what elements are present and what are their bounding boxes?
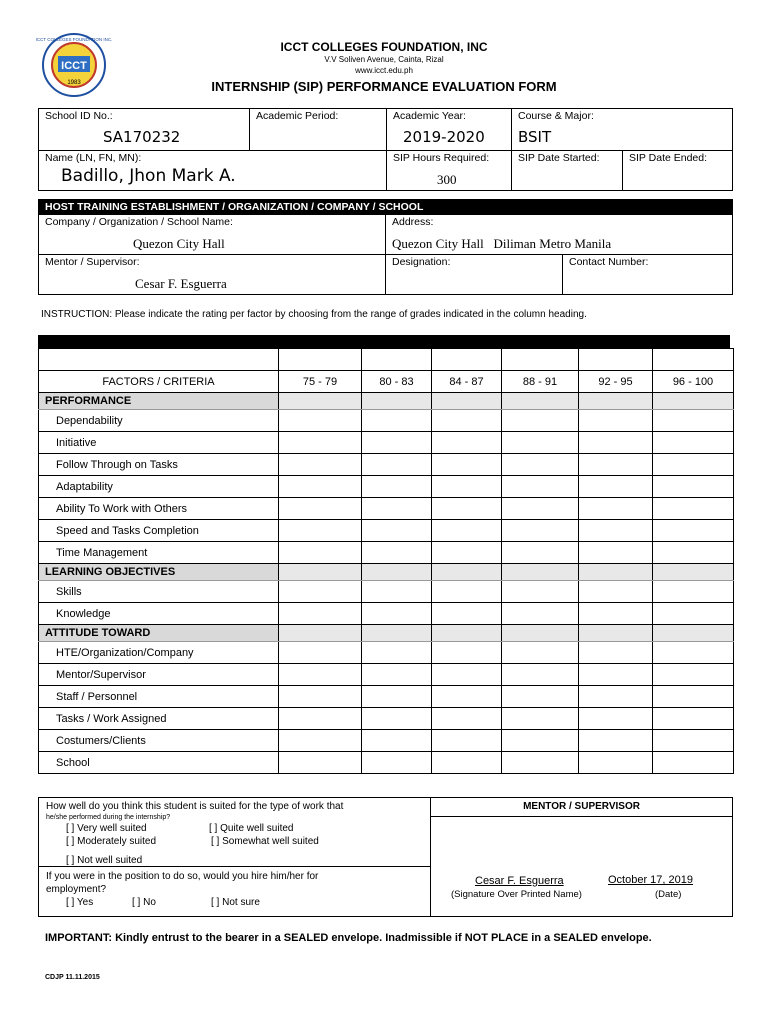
criteria-row <box>39 520 734 542</box>
institution-address: V.V Soliven Avenue, Cainta, Rizal <box>324 55 444 64</box>
criteria-label: School <box>39 752 279 774</box>
criteria-row <box>39 410 734 432</box>
criteria-row <box>39 642 734 664</box>
rating-cell[interactable] <box>362 642 432 664</box>
rating-cell[interactable] <box>362 581 432 603</box>
section-blank-cell <box>653 625 734 642</box>
criteria-row <box>39 542 734 564</box>
rating-cell[interactable] <box>362 752 432 774</box>
academic-year-cell: Academic Year: 2019-2020 <box>387 109 512 151</box>
rating-cell[interactable] <box>579 581 653 603</box>
option-somewhat-well-suited[interactable]: [ ] Somewhat well suited <box>211 836 319 847</box>
rating-cell[interactable] <box>279 603 362 625</box>
rating-cell[interactable] <box>279 730 362 752</box>
rating-cell[interactable] <box>279 581 362 603</box>
rating-cell[interactable] <box>279 432 362 454</box>
rating-cell[interactable] <box>362 603 432 625</box>
rating-cell[interactable] <box>653 542 734 564</box>
criteria-label: Follow Through on Tasks <box>39 454 279 476</box>
rating-cell[interactable] <box>432 454 502 476</box>
rating-cell[interactable] <box>362 730 432 752</box>
sip-date-ended-cell: SIP Date Ended: <box>623 151 733 191</box>
student-info-table <box>38 108 733 191</box>
option-very-well-suited[interactable]: [ ] Very well suited <box>66 823 147 834</box>
criteria-label: Dependability <box>39 410 279 432</box>
criteria-label: Mentor/Supervisor <box>39 664 279 686</box>
svg-text:ICCT: ICCT <box>61 60 87 72</box>
mentor-signature-name: Cesar F. Esguerra <box>475 875 564 887</box>
host-address-cell: Address: Quezon City Hall Diliman Metro Manila <box>386 215 733 255</box>
criteria-row <box>39 432 734 454</box>
criteria-header: FACTORS / CRITERIA <box>39 371 279 393</box>
section-blank-cell <box>579 625 653 642</box>
rating-cell[interactable] <box>502 432 579 454</box>
criteria-row <box>39 686 734 708</box>
section-blank-cell <box>432 625 502 642</box>
rating-cell[interactable] <box>502 708 579 730</box>
criteria-row <box>39 498 734 520</box>
section-blank-cell <box>502 625 579 642</box>
svg-text:ICCT COLLEGES FOUNDATION INC.: ICCT COLLEGES FOUNDATION INC. <box>36 37 112 42</box>
rating-cell[interactable] <box>432 520 502 542</box>
rating-cell[interactable] <box>432 730 502 752</box>
grid-cell <box>432 349 502 371</box>
rating-cell[interactable] <box>279 410 362 432</box>
suitability-box <box>38 797 431 867</box>
criteria-row <box>39 581 734 603</box>
criteria-label: HTE/Organization/Company <box>39 642 279 664</box>
section-blank-cell <box>362 625 432 642</box>
academic-year-value[interactable]: 2019-2020 <box>403 128 485 146</box>
section-title: PERFORMANCE <box>39 393 279 410</box>
rating-grid <box>38 348 734 774</box>
sip-hours-value[interactable]: 300 <box>437 172 457 187</box>
criteria-row <box>39 752 734 774</box>
rating-cell[interactable] <box>579 476 653 498</box>
rating-cell[interactable] <box>279 664 362 686</box>
mentor-signature-box <box>431 797 733 917</box>
company-cell: Company / Organization / School Name: Quezon City Hall <box>39 215 386 255</box>
rating-cell[interactable] <box>432 581 502 603</box>
section-row <box>39 625 734 642</box>
grid-cell <box>653 349 734 371</box>
rating-cell[interactable] <box>579 664 653 686</box>
mentor-signature-date: October 17, 2019 <box>608 874 694 886</box>
rating-cell[interactable] <box>279 752 362 774</box>
grid-blank-row <box>39 349 734 371</box>
date-label: (Date) <box>655 889 682 900</box>
section-title: ATTITUDE TOWARD <box>39 625 279 642</box>
grid-cell <box>279 349 362 371</box>
designation-cell: Designation: <box>386 255 563 295</box>
course-cell: Course & Major: BSIT <box>512 109 733 151</box>
criteria-label: Ability To Work with Others <box>39 498 279 520</box>
section-blank-cell <box>279 393 362 410</box>
range-header: 96 - 100 <box>653 371 734 393</box>
school-id-value[interactable]: SA170232 <box>103 128 181 146</box>
section-blank-cell <box>362 564 432 581</box>
rating-cell[interactable] <box>362 454 432 476</box>
section-blank-cell <box>502 393 579 410</box>
rating-cell[interactable] <box>279 476 362 498</box>
rating-cell[interactable] <box>653 642 734 664</box>
section-title: LEARNING OBJECTIVES <box>39 564 279 581</box>
rating-cell[interactable] <box>579 730 653 752</box>
criteria-label: Speed and Tasks Completion <box>39 520 279 542</box>
rating-cell[interactable] <box>362 476 432 498</box>
grid-cell <box>502 349 579 371</box>
range-header: 75 - 79 <box>279 371 362 393</box>
signature-label: (Signature Over Printed Name) <box>451 889 582 900</box>
important-note: IMPORTANT: Kindly entrust to the bearer in a SEALED envelope. Inadmissible if NOT PLACE in a SEALED envelope. <box>45 932 652 944</box>
rating-cell[interactable] <box>579 432 653 454</box>
criteria-label: Costumers/Clients <box>39 730 279 752</box>
rating-cell[interactable] <box>279 542 362 564</box>
host-address-value[interactable]: Quezon City Hall Diliman Metro Manila <box>392 236 612 251</box>
sip-hours-cell: SIP Hours Required: 300 <box>387 151 512 191</box>
rating-cell[interactable] <box>502 664 579 686</box>
student-name-value[interactable]: Badillo, Jhon Mark A. <box>61 166 236 186</box>
rating-cell[interactable] <box>653 752 734 774</box>
rating-cell[interactable] <box>432 603 502 625</box>
section-blank-cell <box>502 564 579 581</box>
rating-cell[interactable] <box>653 476 734 498</box>
option-moderately-suited[interactable]: [ ] Moderately suited <box>66 836 157 847</box>
suitability-question-small: he/she performed during the internship? <box>46 814 171 821</box>
grid-cell <box>39 349 279 371</box>
rating-cell[interactable] <box>432 708 502 730</box>
rating-cell[interactable] <box>362 520 432 542</box>
company-value[interactable]: Quezon City Hall <box>133 236 225 251</box>
section-blank-cell <box>432 393 502 410</box>
rating-cell[interactable] <box>279 520 362 542</box>
rating-cell[interactable] <box>653 730 734 752</box>
course-value[interactable]: BSIT <box>518 128 552 146</box>
rating-cell[interactable] <box>502 642 579 664</box>
criteria-label: Staff / Personnel <box>39 686 279 708</box>
option-hire-no[interactable]: [ ] No <box>132 897 156 908</box>
section-blank-cell <box>579 393 653 410</box>
instruction-text: INSTRUCTION: Please indicate the rating per factor by choosing from the range of grades indicated in the column heading. <box>41 309 587 320</box>
rating-cell[interactable] <box>432 664 502 686</box>
rating-cell[interactable] <box>502 752 579 774</box>
rating-cell[interactable] <box>362 432 432 454</box>
rating-cell[interactable] <box>579 642 653 664</box>
section-blank-cell <box>362 393 432 410</box>
rating-cell[interactable] <box>279 686 362 708</box>
institution-website: www.icct.edu.ph <box>355 66 413 75</box>
suitability-question: How well do you think this student is suited for the type of work that <box>46 801 344 812</box>
rating-cell[interactable] <box>579 686 653 708</box>
rating-cell[interactable] <box>362 686 432 708</box>
criteria-label: Adaptability <box>39 476 279 498</box>
contact-cell: Contact Number: <box>563 255 733 295</box>
rating-cell[interactable] <box>653 410 734 432</box>
rating-cell[interactable] <box>502 730 579 752</box>
criteria-label: Knowledge <box>39 603 279 625</box>
section-blank-cell <box>432 564 502 581</box>
rating-cell[interactable] <box>279 708 362 730</box>
option-not-well-suited[interactable]: [ ] Not well suited <box>66 855 143 866</box>
rating-cell[interactable] <box>502 498 579 520</box>
criteria-row <box>39 454 734 476</box>
rating-cell[interactable] <box>279 454 362 476</box>
rating-cell[interactable] <box>653 498 734 520</box>
rating-cell[interactable] <box>502 410 579 432</box>
criteria-row <box>39 708 734 730</box>
grid-cell <box>362 349 432 371</box>
range-header: 92 - 95 <box>579 371 653 393</box>
form-title: INTERNSHIP (SIP) PERFORMANCE EVALUATION FORM <box>211 79 557 94</box>
rating-cell[interactable] <box>432 498 502 520</box>
host-info-table <box>38 199 733 295</box>
rating-cell[interactable] <box>579 520 653 542</box>
rating-cell[interactable] <box>362 708 432 730</box>
school-id-cell: School ID No.: SA170232 <box>39 109 250 151</box>
range-header: 84 - 87 <box>432 371 502 393</box>
mentor-box-title: MENTOR / SUPERVISOR <box>431 798 732 817</box>
rating-cell[interactable] <box>432 542 502 564</box>
rating-cell[interactable] <box>502 581 579 603</box>
section-blank-cell <box>579 564 653 581</box>
rating-cell[interactable] <box>362 498 432 520</box>
criteria-row <box>39 664 734 686</box>
option-hire-yes[interactable]: [ ] Yes <box>66 897 94 908</box>
rating-cell[interactable] <box>653 664 734 686</box>
section-blank-cell <box>653 564 734 581</box>
rating-cell[interactable] <box>653 581 734 603</box>
range-header: 88 - 91 <box>502 371 579 393</box>
criteria-label: Initiative <box>39 432 279 454</box>
mentor-cell: Mentor / Supervisor: Cesar F. Esguerra <box>39 255 386 295</box>
rating-cell[interactable] <box>502 542 579 564</box>
sip-date-started-cell: SIP Date Started: <box>512 151 623 191</box>
footer-code: CDJP 11.11.2015 <box>45 974 100 981</box>
criteria-row <box>39 730 734 752</box>
rating-cell[interactable] <box>432 432 502 454</box>
criteria-label: Skills <box>39 581 279 603</box>
rating-cell[interactable] <box>653 520 734 542</box>
criteria-row <box>39 603 734 625</box>
rating-cell[interactable] <box>579 708 653 730</box>
criteria-label: Time Management <box>39 542 279 564</box>
criteria-label: Tasks / Work Assigned <box>39 708 279 730</box>
rating-cell[interactable] <box>653 603 734 625</box>
host-section-bar: HOST TRAINING ESTABLISHMENT / ORGANIZATION / COMPANY / SCHOOL <box>39 200 733 215</box>
rating-cell[interactable] <box>579 410 653 432</box>
range-header: 80 - 83 <box>362 371 432 393</box>
rating-cell[interactable] <box>502 454 579 476</box>
rating-cell[interactable] <box>579 498 653 520</box>
option-quite-well-suited[interactable]: [ ] Quite well suited <box>209 823 294 834</box>
rating-cell[interactable] <box>579 603 653 625</box>
rating-cell[interactable] <box>432 410 502 432</box>
rating-cell[interactable] <box>579 542 653 564</box>
grid-cell <box>579 349 653 371</box>
rating-cell[interactable] <box>502 603 579 625</box>
rating-cell[interactable] <box>279 642 362 664</box>
rating-cell[interactable] <box>579 454 653 476</box>
grid-header-row <box>39 371 734 393</box>
rating-cell[interactable] <box>432 642 502 664</box>
criteria-row <box>39 476 734 498</box>
rating-cell[interactable] <box>362 542 432 564</box>
rating-cell[interactable] <box>502 686 579 708</box>
rating-cell[interactable] <box>432 476 502 498</box>
rating-cell[interactable] <box>432 752 502 774</box>
svg-text:1983: 1983 <box>67 80 81 86</box>
section-blank-cell <box>653 393 734 410</box>
rating-cell[interactable] <box>653 454 734 476</box>
rating-cell[interactable] <box>279 498 362 520</box>
academic-period-cell: Academic Period: <box>250 109 387 151</box>
hire-box <box>38 867 431 917</box>
option-hire-not-sure[interactable]: [ ] Not sure <box>211 897 260 908</box>
rating-cell[interactable] <box>579 752 653 774</box>
rating-cell[interactable] <box>502 476 579 498</box>
hire-question-line2: employment? <box>46 884 107 895</box>
rating-cell[interactable] <box>653 708 734 730</box>
rating-cell[interactable] <box>653 432 734 454</box>
grid-top-bar <box>38 335 730 348</box>
section-row <box>39 564 734 581</box>
hire-question-line1: If you were in the position to do so, would you hire him/her for <box>46 871 319 882</box>
student-name-cell: Name (LN, FN, MN): Badillo, Jhon Mark A. <box>39 151 387 191</box>
rating-cell[interactable] <box>362 664 432 686</box>
rating-cell[interactable] <box>362 410 432 432</box>
section-row <box>39 393 734 410</box>
rating-cell[interactable] <box>502 520 579 542</box>
section-blank-cell <box>279 625 362 642</box>
rating-cell[interactable] <box>653 686 734 708</box>
rating-cell[interactable] <box>432 686 502 708</box>
mentor-value[interactable]: Cesar F. Esguerra <box>135 276 227 291</box>
section-blank-cell <box>279 564 362 581</box>
institution-name: ICCT COLLEGES FOUNDATION, INC <box>280 40 488 54</box>
